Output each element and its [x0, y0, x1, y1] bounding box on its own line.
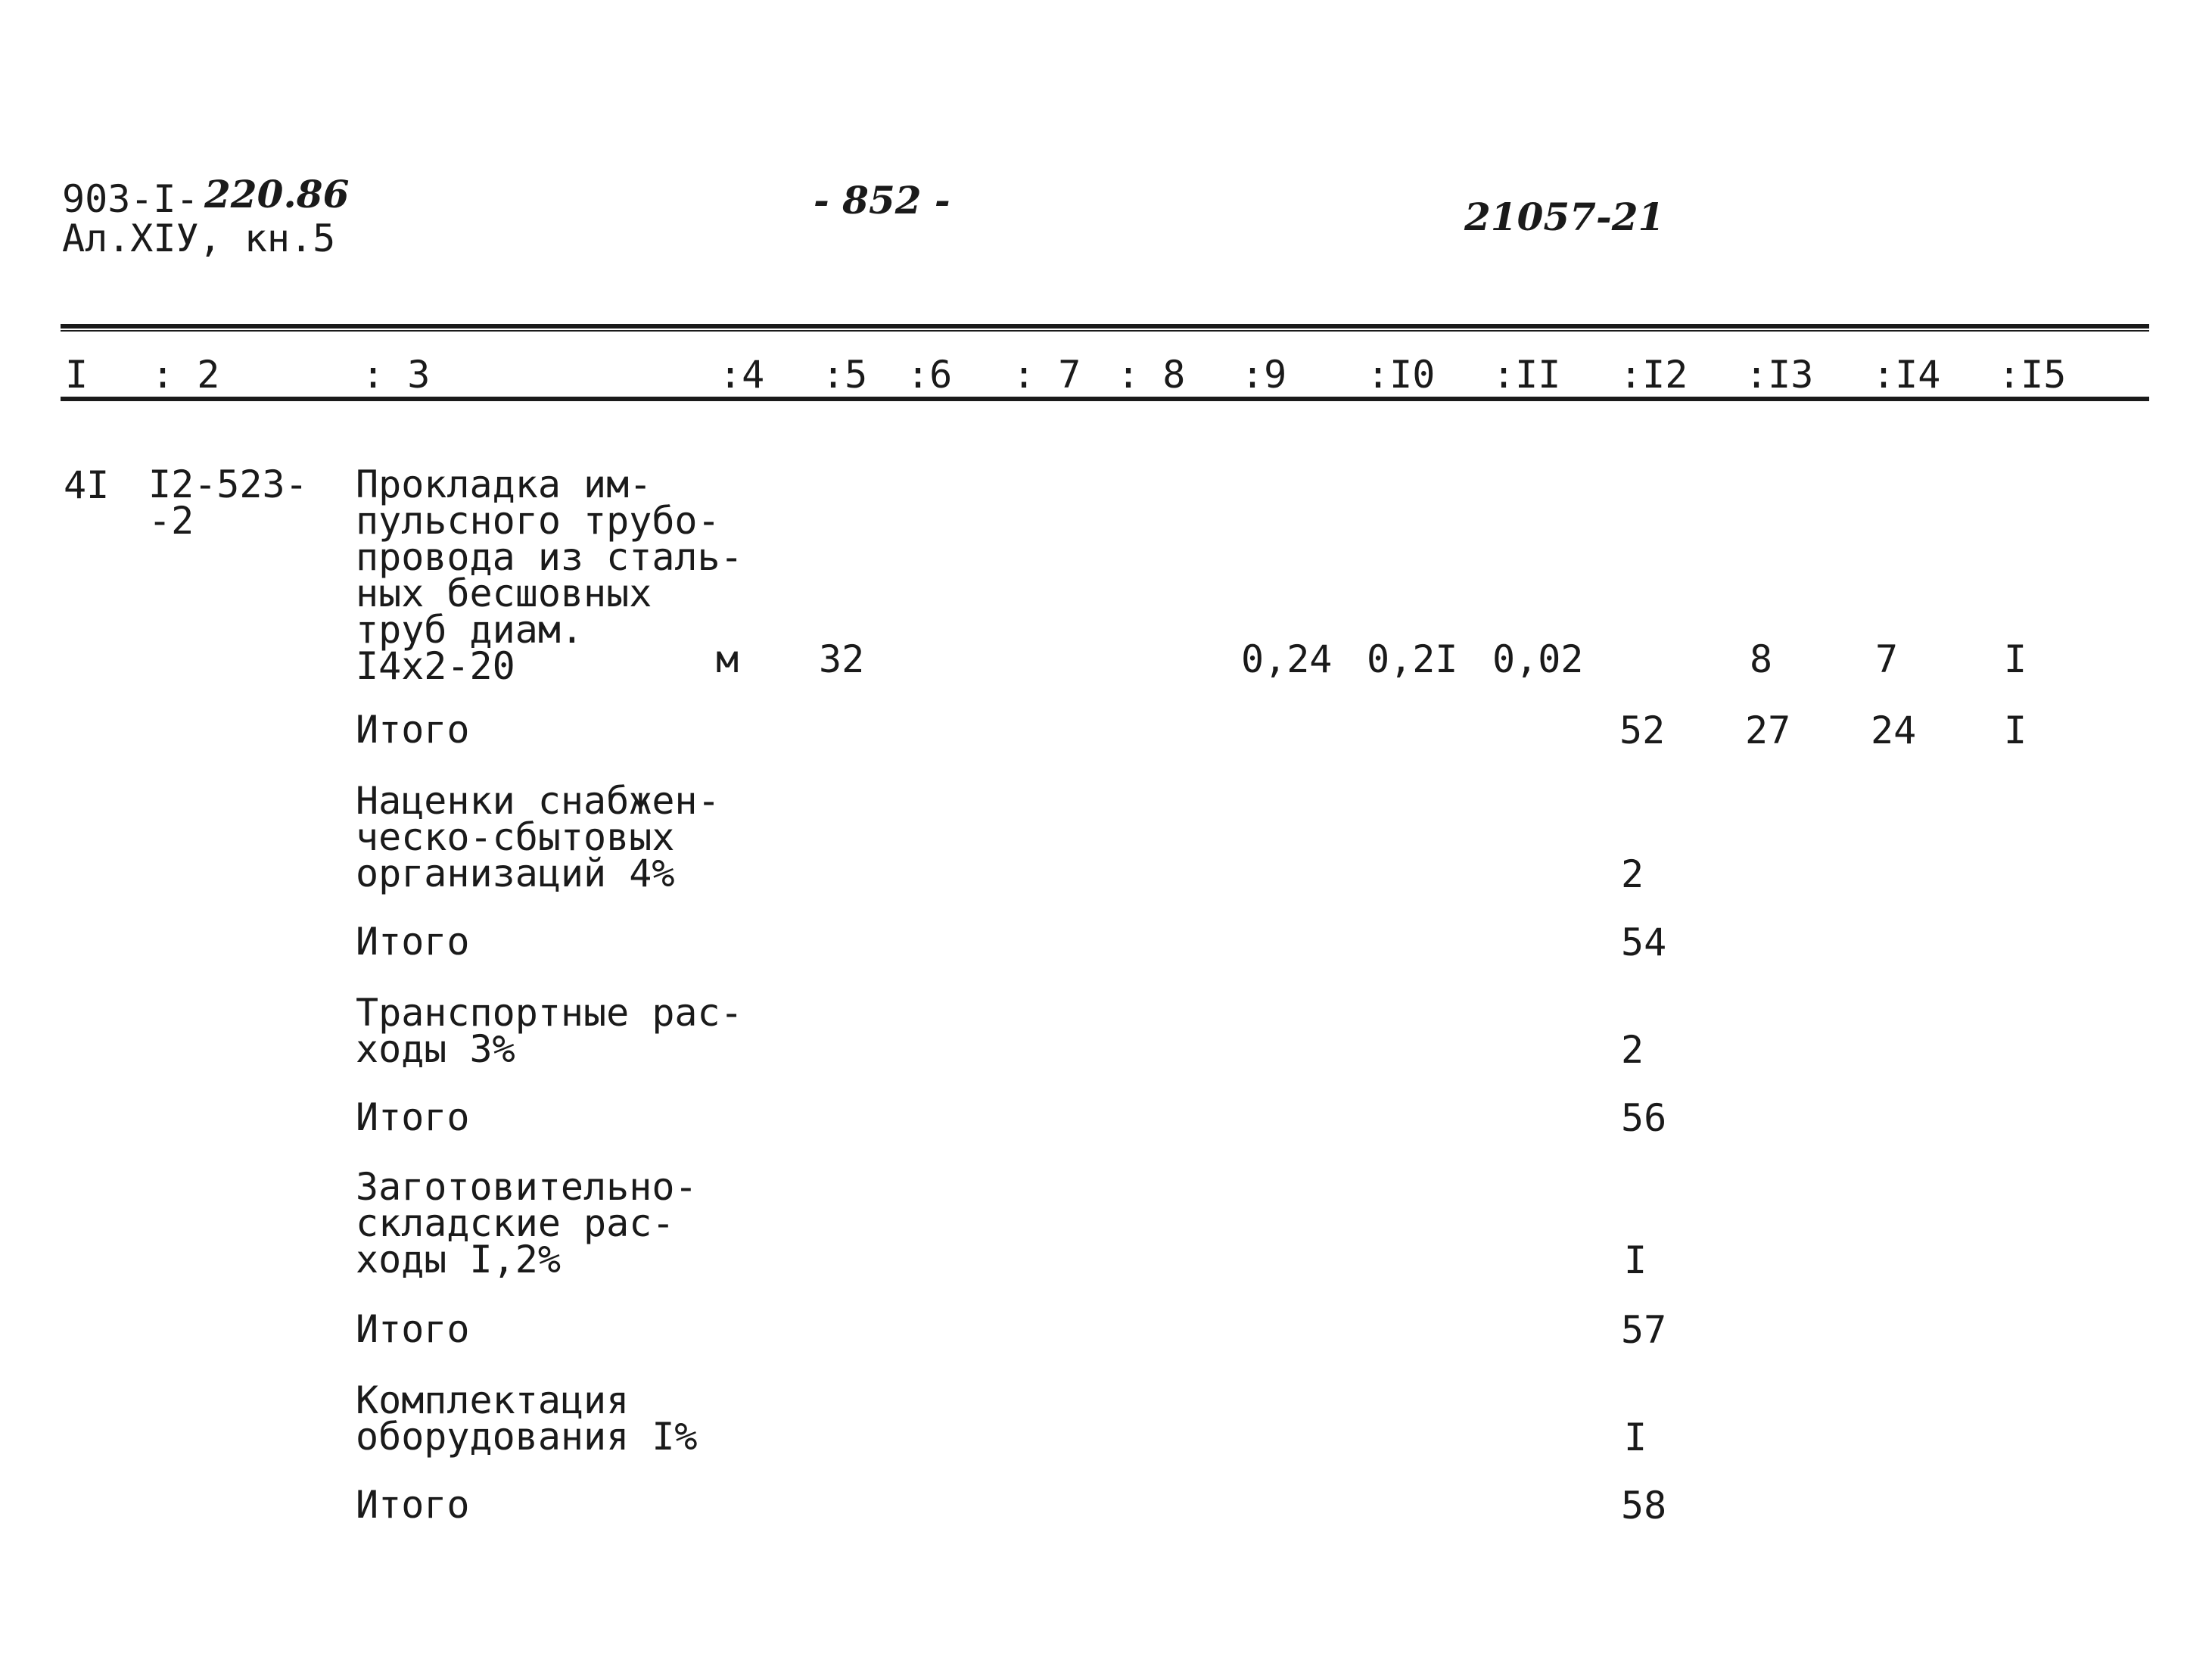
row-col-14: 24: [1871, 708, 1917, 752]
item-col-11: 0,02: [1492, 637, 1584, 681]
row-col-15: I: [2004, 708, 2027, 752]
col-header-6: :6: [907, 353, 953, 397]
item-unit: м: [716, 637, 739, 681]
row-col-12: 52: [1619, 708, 1666, 752]
row-col-12: 2: [1621, 1028, 1644, 1072]
row-col-12: 57: [1621, 1308, 1667, 1352]
row-col-12: I: [1624, 1238, 1647, 1282]
item-col-14: 7: [1875, 637, 1899, 681]
row-label: Итого: [356, 1483, 470, 1527]
item-col-13: 8: [1750, 637, 1773, 681]
row-label: Заготовительно- складские рас- ходы I,2%: [356, 1165, 698, 1282]
col-header-13: :I3: [1745, 353, 1814, 397]
doc-code-handwritten: 220.86: [204, 172, 350, 216]
item-number: 4I: [64, 463, 110, 507]
row-col-12: 56: [1621, 1096, 1667, 1140]
top-rule: [61, 324, 2149, 329]
col-header-7: : 7: [1013, 353, 1081, 397]
top-rule-thin: [61, 330, 2149, 332]
doc-code-prefix: 903-I-: [62, 177, 199, 221]
col-header-3: : 3: [362, 353, 431, 397]
row-col-12: 2: [1621, 852, 1644, 896]
col-header-14: :I4: [1872, 353, 1941, 397]
row-col-12: I: [1624, 1415, 1647, 1459]
row-col-12: 54: [1621, 920, 1667, 964]
row-label: Итого: [356, 1095, 470, 1139]
row-label: Наценки снабжен- ческо-сбытовых организаций 4%: [356, 779, 720, 895]
col-header-12: :I2: [1619, 353, 1688, 397]
col-header-4: :4: [719, 353, 765, 397]
col-header-10: :I0: [1367, 353, 1436, 397]
row-label: Комплектация оборудования I%: [356, 1378, 698, 1459]
item-code: I2-523- -2: [148, 462, 308, 543]
sheet-code: 21057-21: [1464, 195, 1665, 239]
row-label: Итого: [356, 708, 470, 752]
col-header-8: : 8: [1117, 353, 1186, 397]
header-bottom-rule: [61, 397, 2149, 401]
album-book: Ал.XIУ, кн.5: [62, 216, 336, 260]
row-label: Итого: [356, 1307, 470, 1351]
item-col-9: 0,24: [1241, 637, 1333, 681]
col-header-5: :5: [822, 353, 868, 397]
col-header-1: I: [65, 353, 89, 397]
item-col-15: I: [2004, 637, 2027, 681]
item-description: Прокладка им- пульсного трубо- провода из сталь- ных бесшовных труб диам. I4x2-20: [356, 462, 743, 688]
row-col-12: 58: [1621, 1484, 1667, 1528]
row-label: Итого: [356, 920, 470, 964]
item-col-10: 0,2I: [1367, 637, 1458, 681]
col-header-15: :I5: [1998, 353, 2067, 397]
page-number: - 852 -: [814, 178, 950, 223]
item-quantity: 32: [819, 637, 865, 681]
col-header-2: : 2: [151, 353, 220, 397]
row-label: Транспортные рас- ходы 3%: [356, 991, 743, 1071]
col-header-11: :II: [1492, 353, 1561, 397]
row-col-13: 27: [1745, 708, 1791, 752]
col-header-9: :9: [1241, 353, 1287, 397]
